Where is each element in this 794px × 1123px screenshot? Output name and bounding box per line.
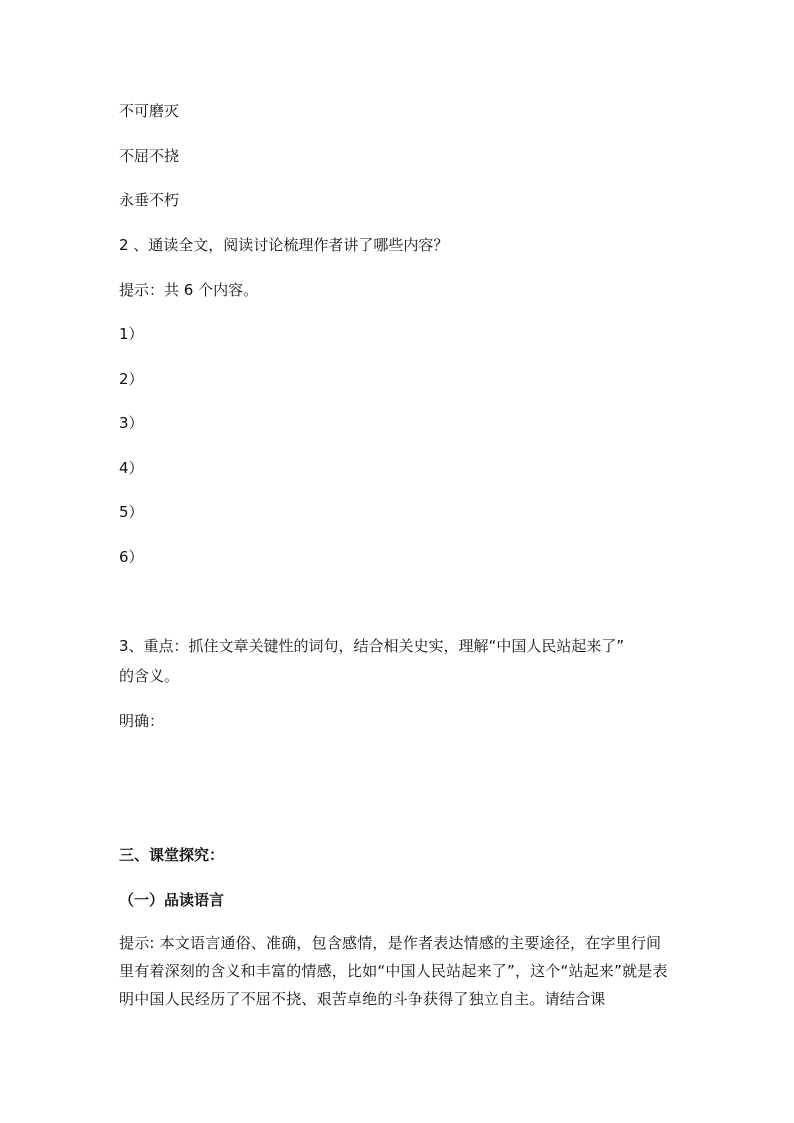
list-item-2: 2） (119, 370, 144, 388)
list-item-1: 1） (119, 325, 144, 343)
question-3-line-1: 3、重点：抓住文章关键性的词句，结合相关史实，理解“中国人民站起来了” (119, 637, 625, 655)
question-3-line-2: 的含义。 (119, 667, 180, 685)
list-item-5: 5） (119, 503, 144, 521)
hint-paragraph: 提示: 本文语言通俗、准确，包含感情，是作者表达情感的主要途径，在字里行间里有着深刻的含义和丰富的情感，比如“中国人民站起来了”，这个“站起来”就是表明中国人民经历了不屈不挠、艰苦卓绝的斗争获得了独立自主。请结合课 (119, 934, 668, 1008)
hint-line: 提示：共 6 个内容。 (119, 281, 259, 299)
word-line-2: 不屈不挠 (119, 147, 180, 165)
section-heading: 三、课堂探究： (119, 846, 225, 864)
question-2: 2 、通读全文，阅读讨论梳理作者讲了哪些内容？ (119, 236, 449, 254)
clarify-label: 明确： (119, 712, 165, 730)
word-line-3: 永垂不朽 (119, 191, 180, 209)
list-item-6: 6） (119, 548, 144, 566)
list-item-3: 3） (119, 414, 144, 432)
word-line-1: 不可磨灭 (119, 102, 180, 120)
list-item-4: 4） (119, 459, 144, 477)
subsection-heading: （一）品读语言 (119, 891, 225, 909)
